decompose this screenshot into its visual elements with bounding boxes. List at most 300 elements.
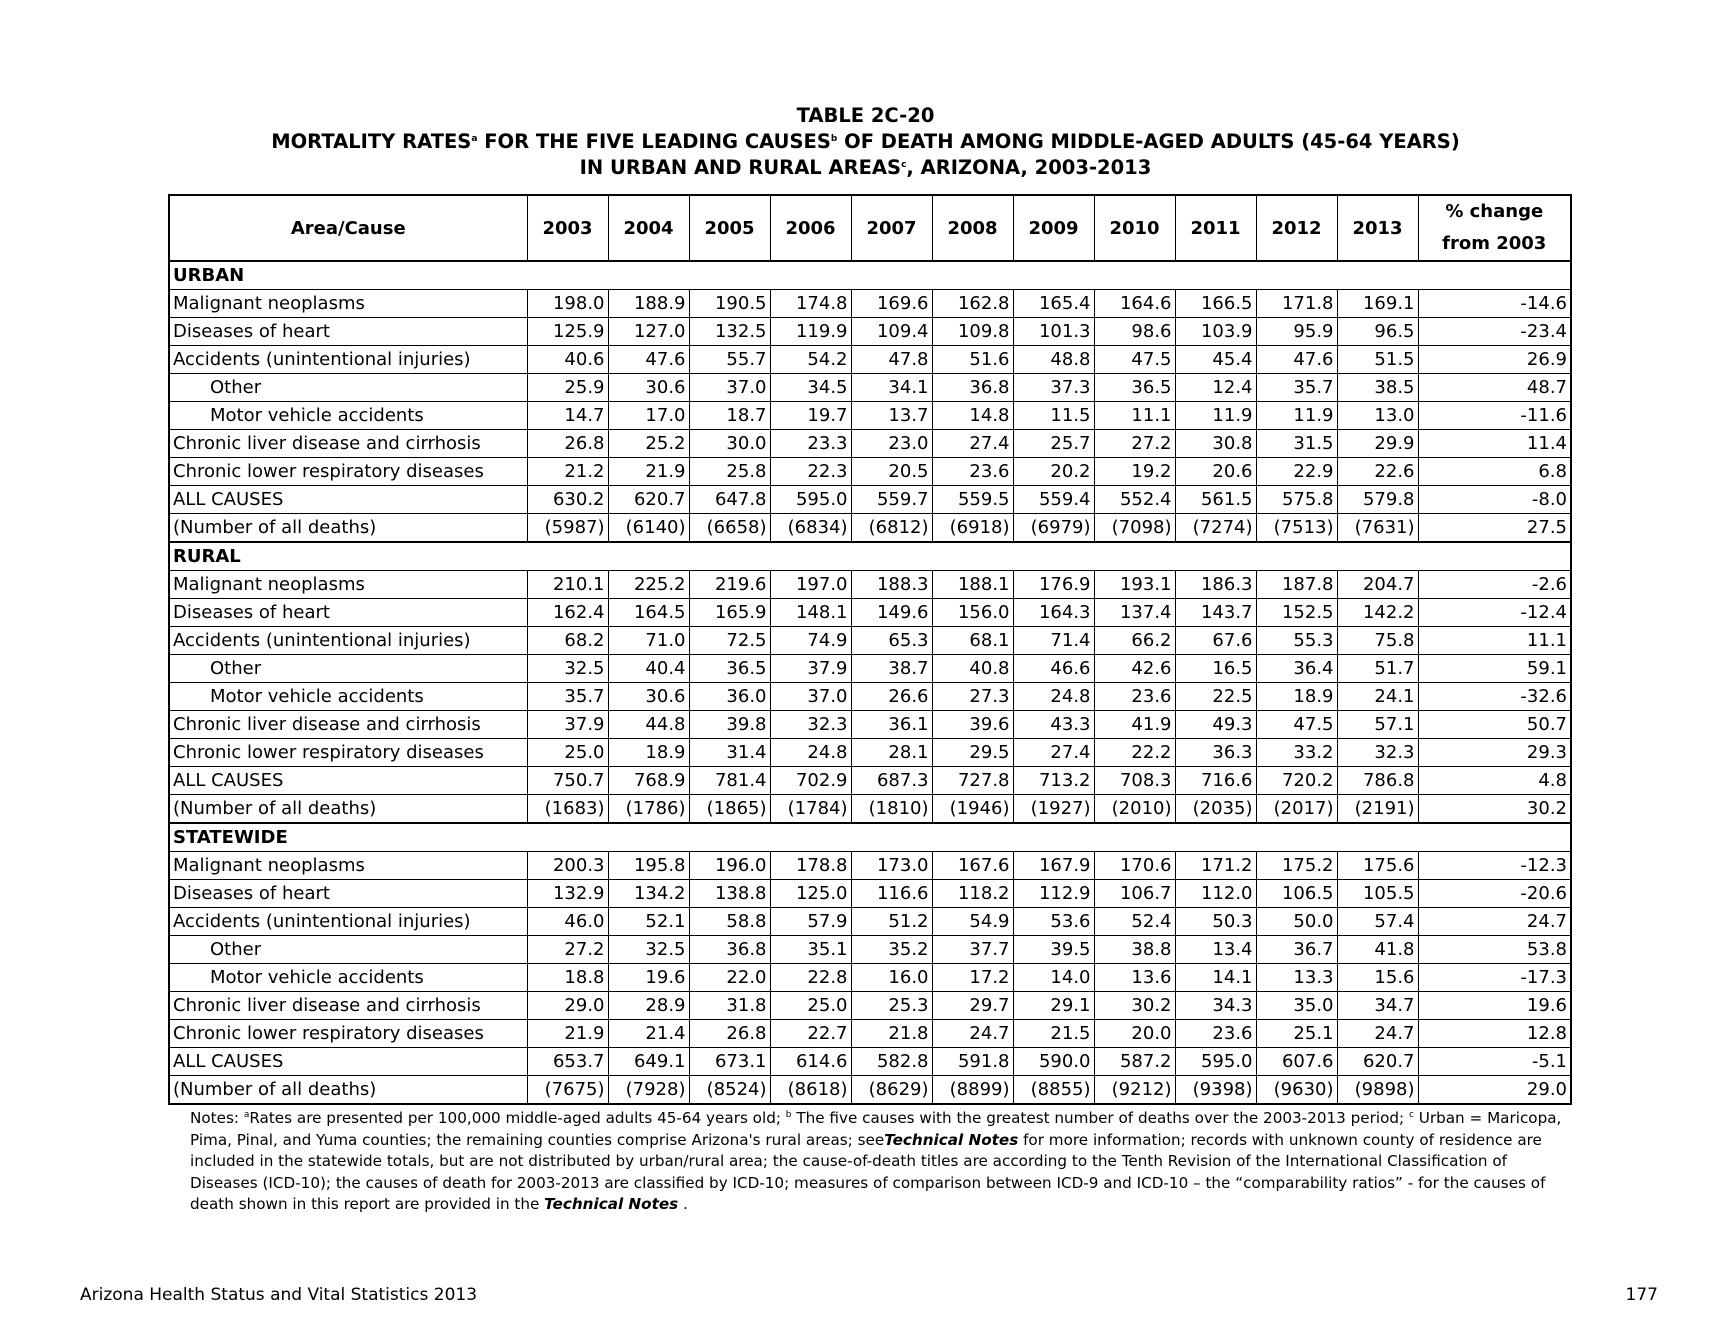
rate-cell: 673.1: [689, 1048, 770, 1076]
rate-cell: 200.3: [527, 852, 608, 880]
rate-cell: 66.2: [1094, 627, 1175, 655]
rate-cell: 36.0: [689, 683, 770, 711]
section-filler: [608, 823, 689, 852]
header-year: 2012: [1256, 195, 1337, 261]
rate-cell: (9630): [1256, 1076, 1337, 1105]
rate-cell: 29.9: [1337, 430, 1418, 458]
pct-change-cell: -23.4: [1418, 318, 1571, 346]
table-number: TABLE 2C-20: [796, 104, 935, 127]
rate-cell: 54.9: [932, 908, 1013, 936]
cause-cell: Motor vehicle accidents: [169, 964, 527, 992]
rate-cell: 24.7: [1337, 1020, 1418, 1048]
section-filler: [1175, 261, 1256, 290]
rate-cell: 196.0: [689, 852, 770, 880]
title-text: FOR THE FIVE LEADING CAUSES: [477, 130, 831, 153]
rate-cell: 176.9: [1013, 571, 1094, 599]
pct-change-cell: 29.0: [1418, 1076, 1571, 1105]
header-pct-line-1: % change: [1445, 201, 1544, 222]
rate-cell: 29.7: [932, 992, 1013, 1020]
rate-cell: 187.8: [1256, 571, 1337, 599]
rate-cell: 101.3: [1013, 318, 1094, 346]
pct-change-cell: -5.1: [1418, 1048, 1571, 1076]
table-title-line-2: [0, 129, 1731, 155]
rate-cell: 171.8: [1256, 290, 1337, 318]
rate-cell: 11.9: [1175, 402, 1256, 430]
table-row: [169, 318, 1571, 346]
pct-change-cell: 26.9: [1418, 346, 1571, 374]
rate-cell: 29.1: [1013, 992, 1094, 1020]
rate-cell: 36.3: [1175, 739, 1256, 767]
rate-cell: 47.6: [1256, 346, 1337, 374]
cause-cell: Motor vehicle accidents: [169, 683, 527, 711]
rate-cell: 51.7: [1337, 655, 1418, 683]
cause-cell: Chronic liver disease and cirrhosis: [169, 711, 527, 739]
cause-cell: Diseases of heart: [169, 318, 527, 346]
rate-cell: 162.4: [527, 599, 608, 627]
rate-cell: 30.6: [608, 683, 689, 711]
rate-cell: 27.3: [932, 683, 1013, 711]
footer-page-number: 177: [1625, 1285, 1658, 1305]
rate-cell: 167.9: [1013, 852, 1094, 880]
rate-cell: 750.7: [527, 767, 608, 795]
rate-cell: 106.7: [1094, 880, 1175, 908]
rate-cell: (7928): [608, 1076, 689, 1105]
table-row: [169, 795, 1571, 824]
section-filler: [1256, 823, 1337, 852]
rate-cell: 22.0: [689, 964, 770, 992]
table-row: [169, 655, 1571, 683]
rate-cell: 31.4: [689, 739, 770, 767]
rate-cell: 14.0: [1013, 964, 1094, 992]
rate-cell: 37.3: [1013, 374, 1094, 402]
rate-cell: 37.0: [689, 374, 770, 402]
section-filler: [689, 542, 770, 571]
header-row: [169, 195, 1571, 261]
rate-cell: 34.7: [1337, 992, 1418, 1020]
rate-cell: (6658): [689, 514, 770, 543]
rate-cell: 29.0: [527, 992, 608, 1020]
rate-cell: 71.4: [1013, 627, 1094, 655]
rate-cell: 109.8: [932, 318, 1013, 346]
rate-cell: 188.9: [608, 290, 689, 318]
rate-cell: 14.1: [1175, 964, 1256, 992]
rate-cell: 109.4: [851, 318, 932, 346]
pct-change-cell: -20.6: [1418, 880, 1571, 908]
rate-cell: 21.4: [608, 1020, 689, 1048]
rate-cell: 18.7: [689, 402, 770, 430]
rate-cell: 173.0: [851, 852, 932, 880]
rate-cell: 22.3: [770, 458, 851, 486]
rate-cell: (8618): [770, 1076, 851, 1105]
rate-cell: 768.9: [608, 767, 689, 795]
rate-cell: 51.2: [851, 908, 932, 936]
rate-cell: 36.1: [851, 711, 932, 739]
cause-cell: Malignant neoplasms: [169, 852, 527, 880]
rate-cell: (7631): [1337, 514, 1418, 543]
rate-cell: 630.2: [527, 486, 608, 514]
rate-cell: 26.8: [527, 430, 608, 458]
rate-cell: 36.5: [1094, 374, 1175, 402]
rate-cell: 54.2: [770, 346, 851, 374]
rate-cell: 44.8: [608, 711, 689, 739]
rate-cell: 653.7: [527, 1048, 608, 1076]
rate-cell: 210.1: [527, 571, 608, 599]
rate-cell: 30.8: [1175, 430, 1256, 458]
header-year: 2003: [527, 195, 608, 261]
section-title: STATEWIDE: [169, 823, 527, 852]
rate-cell: 19.2: [1094, 458, 1175, 486]
technical-notes-reference: Technical Notes: [884, 1130, 1019, 1149]
rate-cell: 35.1: [770, 936, 851, 964]
table-row: [169, 880, 1571, 908]
section-filler: [932, 823, 1013, 852]
rate-cell: 204.7: [1337, 571, 1418, 599]
rate-cell: 95.9: [1256, 318, 1337, 346]
rate-cell: 19.6: [608, 964, 689, 992]
rate-cell: 72.5: [689, 627, 770, 655]
cause-cell: ALL CAUSES: [169, 486, 527, 514]
cause-cell: ALL CAUSES: [169, 1048, 527, 1076]
pct-change-cell: 59.1: [1418, 655, 1571, 683]
rate-cell: 105.5: [1337, 880, 1418, 908]
section-filler: [1094, 823, 1175, 852]
rate-cell: 781.4: [689, 767, 770, 795]
pct-change-cell: -14.6: [1418, 290, 1571, 318]
footnote-marker: b: [785, 1110, 792, 1120]
section-filler: [1256, 261, 1337, 290]
pct-change-cell: -32.6: [1418, 683, 1571, 711]
footnote-marker: c: [901, 160, 907, 170]
section-filler: [770, 261, 851, 290]
rate-cell: 25.0: [527, 739, 608, 767]
rate-cell: 38.8: [1094, 936, 1175, 964]
note-text: for more information; records with unknown county of residence are included in the statewide totals, but are not distributed by urban/rural area; the cause-of-death titles are according to the Tenth Revision of the International Classification of Diseases (ICD-10); the causes of death for 2003-2013 are classified by ICD-10; measures of comparison between ICD-9 and ICD-10 – the “comparability ratios” - for the causes of death shown in this report are provided in the: [190, 1130, 1546, 1214]
cause-cell: Other: [169, 374, 527, 402]
rate-cell: 143.7: [1175, 599, 1256, 627]
rate-cell: 18.9: [608, 739, 689, 767]
header-year: 2008: [932, 195, 1013, 261]
cause-cell: Other: [169, 655, 527, 683]
header-pct-line-2: from 2003: [1442, 233, 1547, 254]
header-year: 2005: [689, 195, 770, 261]
rate-cell: 13.0: [1337, 402, 1418, 430]
table-row: [169, 964, 1571, 992]
rate-cell: 595.0: [770, 486, 851, 514]
title-text: , ARIZONA, 2003-2013: [906, 156, 1152, 179]
rate-cell: 40.4: [608, 655, 689, 683]
rate-cell: 67.6: [1175, 627, 1256, 655]
header-area-cause: Area/Cause: [169, 195, 527, 261]
table-row: [169, 430, 1571, 458]
table-row: [169, 402, 1571, 430]
cause-cell: (Number of all deaths): [169, 1076, 527, 1105]
rate-cell: 169.6: [851, 290, 932, 318]
footnote-marker: a: [243, 1110, 250, 1120]
rate-cell: 25.0: [770, 992, 851, 1020]
rate-cell: 142.2: [1337, 599, 1418, 627]
section-filler: [1013, 542, 1094, 571]
rate-cell: 174.8: [770, 290, 851, 318]
rate-cell: (6834): [770, 514, 851, 543]
rate-cell: 15.6: [1337, 964, 1418, 992]
rate-cell: 14.7: [527, 402, 608, 430]
rate-cell: 39.5: [1013, 936, 1094, 964]
pct-change-cell: 11.1: [1418, 627, 1571, 655]
rate-cell: 716.6: [1175, 767, 1256, 795]
rate-cell: 103.9: [1175, 318, 1256, 346]
rate-cell: 24.1: [1337, 683, 1418, 711]
rate-cell: (1946): [932, 795, 1013, 824]
rate-cell: 23.6: [1094, 683, 1175, 711]
pct-change-cell: 4.8: [1418, 767, 1571, 795]
rate-cell: 33.2: [1256, 739, 1337, 767]
rate-cell: 27.2: [527, 936, 608, 964]
rate-cell: 58.8: [689, 908, 770, 936]
cause-cell: Chronic lower respiratory diseases: [169, 1020, 527, 1048]
section-filler: [1175, 823, 1256, 852]
rate-cell: 24.7: [932, 1020, 1013, 1048]
section-filler: [932, 542, 1013, 571]
rate-cell: 25.7: [1013, 430, 1094, 458]
rate-cell: 32.5: [527, 655, 608, 683]
rate-cell: 34.3: [1175, 992, 1256, 1020]
section-title: RURAL: [169, 542, 527, 571]
rate-cell: (8899): [932, 1076, 1013, 1105]
rate-cell: 21.9: [608, 458, 689, 486]
rate-cell: 198.0: [527, 290, 608, 318]
rate-cell: 23.6: [932, 458, 1013, 486]
rate-cell: 11.9: [1256, 402, 1337, 430]
rate-cell: 23.6: [1175, 1020, 1256, 1048]
note-text: The five causes with the greatest number of deaths over the 2003-2013 period;: [791, 1109, 1409, 1127]
rate-cell: (1683): [527, 795, 608, 824]
rate-cell: 188.1: [932, 571, 1013, 599]
rate-cell: 36.4: [1256, 655, 1337, 683]
rate-cell: 27.4: [1013, 739, 1094, 767]
table-row: [169, 908, 1571, 936]
rate-cell: 25.3: [851, 992, 932, 1020]
rate-cell: 30.0: [689, 430, 770, 458]
rate-cell: (2035): [1175, 795, 1256, 824]
rate-cell: 687.3: [851, 767, 932, 795]
pct-change-cell: -17.3: [1418, 964, 1571, 992]
rate-cell: (8524): [689, 1076, 770, 1105]
table-row: [169, 571, 1571, 599]
rate-cell: (1810): [851, 795, 932, 824]
rate-cell: 579.8: [1337, 486, 1418, 514]
rate-cell: 720.2: [1256, 767, 1337, 795]
rate-cell: 52.1: [608, 908, 689, 936]
cause-cell: (Number of all deaths): [169, 795, 527, 824]
rate-cell: 559.5: [932, 486, 1013, 514]
rate-cell: 41.9: [1094, 711, 1175, 739]
rate-cell: 47.5: [1256, 711, 1337, 739]
rate-cell: 16.5: [1175, 655, 1256, 683]
rate-cell: 17.2: [932, 964, 1013, 992]
cause-cell: Diseases of heart: [169, 599, 527, 627]
header-year: 2006: [770, 195, 851, 261]
rate-cell: 127.0: [608, 318, 689, 346]
table-row: [169, 290, 1571, 318]
rate-cell: 169.1: [1337, 290, 1418, 318]
cause-cell: Malignant neoplasms: [169, 571, 527, 599]
rate-cell: 137.4: [1094, 599, 1175, 627]
pct-change-cell: 27.5: [1418, 514, 1571, 543]
section-filler: [1094, 261, 1175, 290]
rate-cell: 582.8: [851, 1048, 932, 1076]
rate-cell: (7513): [1256, 514, 1337, 543]
table-row: [169, 514, 1571, 543]
section-header-row: [169, 823, 1571, 852]
section-filler: [1256, 542, 1337, 571]
header-year: 2004: [608, 195, 689, 261]
rate-cell: 57.9: [770, 908, 851, 936]
rate-cell: 188.3: [851, 571, 932, 599]
rate-cell: (2010): [1094, 795, 1175, 824]
rate-cell: 32.3: [770, 711, 851, 739]
rate-cell: 18.9: [1256, 683, 1337, 711]
rate-cell: 786.8: [1337, 767, 1418, 795]
rate-cell: 26.6: [851, 683, 932, 711]
table-row: [169, 1048, 1571, 1076]
rate-cell: 195.8: [608, 852, 689, 880]
rate-cell: 51.5: [1337, 346, 1418, 374]
rate-cell: 186.3: [1175, 571, 1256, 599]
rate-cell: 36.5: [689, 655, 770, 683]
section-filler: [851, 542, 932, 571]
note-text: .: [678, 1195, 688, 1214]
rate-cell: 37.9: [527, 711, 608, 739]
rate-cell: 125.9: [527, 318, 608, 346]
rate-cell: 39.6: [932, 711, 1013, 739]
rate-cell: 148.1: [770, 599, 851, 627]
table-row: [169, 346, 1571, 374]
table-notes: [190, 1108, 1578, 1216]
rate-cell: 165.9: [689, 599, 770, 627]
pct-change-cell: -12.3: [1418, 852, 1571, 880]
pct-change-cell: 12.8: [1418, 1020, 1571, 1048]
header-year: 2011: [1175, 195, 1256, 261]
rate-cell: 11.1: [1094, 402, 1175, 430]
rate-cell: 36.7: [1256, 936, 1337, 964]
section-filler: [851, 261, 932, 290]
section-filler: [1337, 542, 1418, 571]
rate-cell: 28.9: [608, 992, 689, 1020]
rate-cell: 219.6: [689, 571, 770, 599]
table-row: [169, 1076, 1571, 1105]
table-row: [169, 458, 1571, 486]
rate-cell: 34.1: [851, 374, 932, 402]
rate-cell: 75.8: [1337, 627, 1418, 655]
rate-cell: 48.8: [1013, 346, 1094, 374]
section-filler: [1013, 261, 1094, 290]
section-filler: [527, 823, 608, 852]
rate-cell: 164.3: [1013, 599, 1094, 627]
table-title-line-3: [0, 155, 1731, 181]
section-filler: [1418, 261, 1571, 290]
section-filler: [851, 823, 932, 852]
rate-cell: (9212): [1094, 1076, 1175, 1105]
table-row: [169, 627, 1571, 655]
rate-cell: 52.4: [1094, 908, 1175, 936]
rate-cell: 20.5: [851, 458, 932, 486]
cause-cell: Chronic lower respiratory diseases: [169, 739, 527, 767]
rate-cell: 18.8: [527, 964, 608, 992]
cause-cell: Chronic liver disease and cirrhosis: [169, 992, 527, 1020]
pct-change-cell: 48.7: [1418, 374, 1571, 402]
pct-change-cell: -12.4: [1418, 599, 1571, 627]
rate-cell: 51.6: [932, 346, 1013, 374]
pct-change-cell: 29.3: [1418, 739, 1571, 767]
section-filler: [608, 261, 689, 290]
rate-cell: 57.4: [1337, 908, 1418, 936]
rate-cell: 43.3: [1013, 711, 1094, 739]
rate-cell: 34.5: [770, 374, 851, 402]
notes-label: Notes:: [190, 1109, 244, 1127]
rate-cell: 727.8: [932, 767, 1013, 795]
section-filler: [1418, 542, 1571, 571]
rate-cell: 559.4: [1013, 486, 1094, 514]
rate-cell: 559.7: [851, 486, 932, 514]
rate-cell: 19.7: [770, 402, 851, 430]
footer-publication-title: Arizona Health Status and Vital Statistics 2013: [80, 1285, 478, 1305]
rate-cell: 50.3: [1175, 908, 1256, 936]
rate-cell: 24.8: [1013, 683, 1094, 711]
rate-cell: 22.2: [1094, 739, 1175, 767]
rate-cell: 21.2: [527, 458, 608, 486]
rate-cell: (6918): [932, 514, 1013, 543]
rate-cell: 561.5: [1175, 486, 1256, 514]
rate-cell: (1786): [608, 795, 689, 824]
rate-cell: 620.7: [1337, 1048, 1418, 1076]
rate-cell: 27.2: [1094, 430, 1175, 458]
rate-cell: 27.4: [932, 430, 1013, 458]
rate-cell: 47.8: [851, 346, 932, 374]
header-pct-change: [1418, 195, 1571, 261]
rate-cell: 22.6: [1337, 458, 1418, 486]
rate-cell: 45.4: [1175, 346, 1256, 374]
rate-cell: 23.3: [770, 430, 851, 458]
section-header-row: [169, 261, 1571, 290]
rate-cell: 20.2: [1013, 458, 1094, 486]
rate-cell: 40.8: [932, 655, 1013, 683]
rate-cell: 55.3: [1256, 627, 1337, 655]
section-filler: [770, 823, 851, 852]
rate-cell: 37.0: [770, 683, 851, 711]
rate-cell: 132.5: [689, 318, 770, 346]
rate-cell: 35.0: [1256, 992, 1337, 1020]
rate-cell: 68.2: [527, 627, 608, 655]
rate-cell: 46.6: [1013, 655, 1094, 683]
section-filler: [770, 542, 851, 571]
rate-cell: 46.0: [527, 908, 608, 936]
rate-cell: 164.5: [608, 599, 689, 627]
section-filler: [527, 261, 608, 290]
rate-cell: 591.8: [932, 1048, 1013, 1076]
rate-cell: 171.2: [1175, 852, 1256, 880]
rate-cell: 106.5: [1256, 880, 1337, 908]
header-year: 2007: [851, 195, 932, 261]
section-filler: [1013, 823, 1094, 852]
rate-cell: 13.4: [1175, 936, 1256, 964]
rate-cell: 22.5: [1175, 683, 1256, 711]
rate-cell: 17.0: [608, 402, 689, 430]
rate-cell: 35.7: [527, 683, 608, 711]
table-row: [169, 711, 1571, 739]
table-row: [169, 767, 1571, 795]
rate-cell: 164.6: [1094, 290, 1175, 318]
section-title: URBAN: [169, 261, 527, 290]
